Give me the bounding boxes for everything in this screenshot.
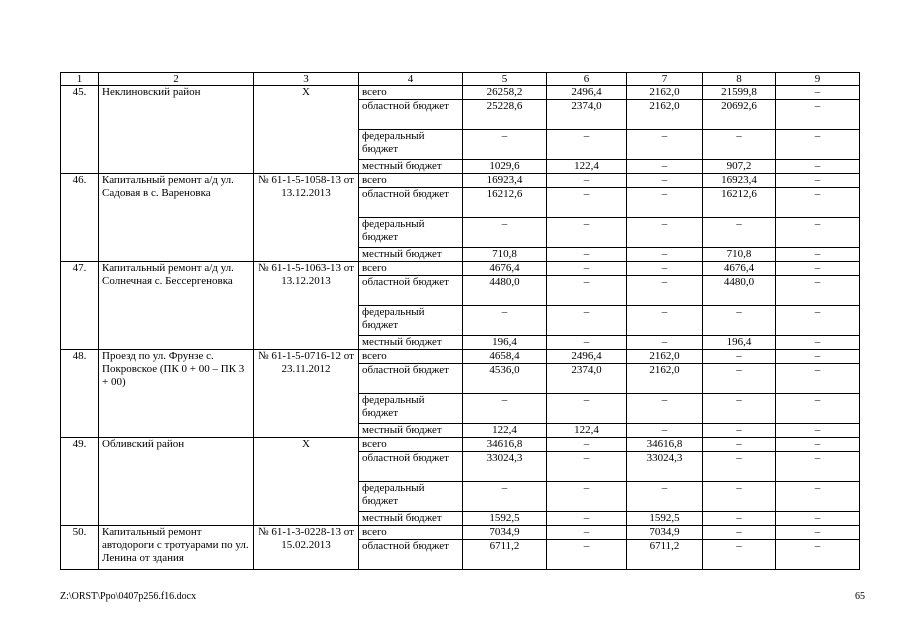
amount-cell: –: [703, 364, 776, 394]
row-number: 50.: [61, 526, 99, 570]
funding-source: всего: [359, 438, 463, 452]
amount-cell: –: [776, 86, 860, 100]
amount-cell: –: [547, 526, 627, 540]
amount-cell: –: [627, 424, 703, 438]
amount-cell: –: [627, 174, 703, 188]
amount-cell: 2162,0: [627, 86, 703, 100]
table-row: [61, 174, 860, 188]
row-number: 48.: [61, 350, 99, 438]
amount-cell: –: [703, 218, 776, 248]
funding-source: местный бюджет: [359, 160, 463, 174]
amount-cell: 196,4: [703, 336, 776, 350]
amount-cell: –: [547, 174, 627, 188]
document-number: № 61-1-3-0228-13 от 15.02.2013: [254, 526, 359, 570]
amount-cell: 2496,4: [547, 86, 627, 100]
amount-cell: 196,4: [463, 336, 547, 350]
amount-cell: –: [703, 452, 776, 482]
funding-source: областной бюджет: [359, 364, 463, 394]
object-name: Проезд по ул. Фрунзе с. Покровское (ПК 0 + 00 – ПК 3 + 00): [99, 350, 254, 438]
amount-cell: –: [703, 130, 776, 160]
amount-cell: 4676,4: [463, 262, 547, 276]
amount-cell: 7034,9: [463, 526, 547, 540]
amount-cell: 2162,0: [627, 364, 703, 394]
amount-cell: –: [776, 160, 860, 174]
amount-cell: –: [703, 526, 776, 540]
amount-cell: –: [776, 276, 860, 306]
amount-cell: –: [463, 394, 547, 424]
amount-cell: –: [627, 336, 703, 350]
amount-cell: –: [627, 248, 703, 262]
funding-source: местный бюджет: [359, 336, 463, 350]
amount-cell: –: [547, 218, 627, 248]
funding-source: всего: [359, 86, 463, 100]
amount-cell: –: [547, 262, 627, 276]
amount-cell: –: [627, 482, 703, 512]
amount-cell: 21599,8: [703, 86, 776, 100]
amount-cell: 6711,2: [463, 540, 547, 570]
amount-cell: 25228,6: [463, 100, 547, 130]
amount-cell: –: [627, 160, 703, 174]
funding-source: всего: [359, 350, 463, 364]
table-row: [61, 350, 860, 364]
amount-cell: –: [463, 218, 547, 248]
amount-cell: 6711,2: [627, 540, 703, 570]
amount-cell: –: [463, 306, 547, 336]
object-name: Неклиновский район: [99, 86, 254, 174]
amount-cell: –: [463, 130, 547, 160]
funding-source: федеральный бюджет: [359, 306, 463, 336]
amount-cell: –: [547, 130, 627, 160]
amount-cell: –: [776, 424, 860, 438]
amount-cell: 16212,6: [703, 188, 776, 218]
amount-cell: –: [547, 452, 627, 482]
header-cell: 9: [776, 73, 860, 86]
document-number: Х: [254, 438, 359, 526]
object-name: Капитальный ремонт автодороги с тротуарами по ул. Ленина от здания: [99, 526, 254, 570]
amount-cell: 122,4: [547, 160, 627, 174]
footer-file-path: Z:\ORST\Ppo\0407p256.f16.docx: [60, 591, 197, 602]
header-cell: 7: [627, 73, 703, 86]
amount-cell: –: [703, 482, 776, 512]
funding-source: всего: [359, 262, 463, 276]
amount-cell: 4480,0: [703, 276, 776, 306]
table-row: [61, 86, 860, 100]
header-cell: 3: [254, 73, 359, 86]
amount-cell: 4536,0: [463, 364, 547, 394]
amount-cell: 122,4: [547, 424, 627, 438]
row-number: 49.: [61, 438, 99, 526]
amount-cell: 33024,3: [627, 452, 703, 482]
budget-table: [60, 72, 860, 570]
table-row: [61, 526, 860, 540]
amount-cell: 710,8: [463, 248, 547, 262]
row-number: 46.: [61, 174, 99, 262]
amount-cell: –: [703, 512, 776, 526]
object-name: Обливский район: [99, 438, 254, 526]
amount-cell: 122,4: [463, 424, 547, 438]
amount-cell: –: [547, 248, 627, 262]
amount-cell: –: [703, 350, 776, 364]
object-name: Капитальный ремонт а/д ул. Солнечная с. Бессергеновка: [99, 262, 254, 350]
amount-cell: –: [703, 394, 776, 424]
amount-cell: 16923,4: [703, 174, 776, 188]
amount-cell: 16923,4: [463, 174, 547, 188]
amount-cell: –: [547, 336, 627, 350]
amount-cell: 1029,6: [463, 160, 547, 174]
funding-source: областной бюджет: [359, 100, 463, 130]
funding-source: областной бюджет: [359, 540, 463, 570]
header-cell: 8: [703, 73, 776, 86]
amount-cell: –: [547, 306, 627, 336]
amount-cell: –: [776, 336, 860, 350]
header-cell: 4: [359, 73, 463, 86]
amount-cell: –: [776, 394, 860, 424]
row-number: 45.: [61, 86, 99, 174]
amount-cell: –: [627, 306, 703, 336]
amount-cell: –: [776, 174, 860, 188]
amount-cell: –: [547, 482, 627, 512]
amount-cell: –: [776, 100, 860, 130]
amount-cell: –: [703, 306, 776, 336]
funding-source: федеральный бюджет: [359, 482, 463, 512]
funding-source: областной бюджет: [359, 276, 463, 306]
amount-cell: –: [776, 350, 860, 364]
amount-cell: 34616,8: [463, 438, 547, 452]
amount-cell: 4658,4: [463, 350, 547, 364]
funding-source: областной бюджет: [359, 452, 463, 482]
amount-cell: –: [703, 424, 776, 438]
amount-cell: –: [627, 276, 703, 306]
document-number: № 61-1-5-1063-13 от 13.12.2013: [254, 262, 359, 350]
amount-cell: –: [627, 394, 703, 424]
amount-cell: 33024,3: [463, 452, 547, 482]
header-cell: 2: [99, 73, 254, 86]
amount-cell: 2496,4: [547, 350, 627, 364]
funding-source: областной бюджет: [359, 188, 463, 218]
amount-cell: 1592,5: [627, 512, 703, 526]
amount-cell: –: [547, 438, 627, 452]
amount-cell: –: [547, 188, 627, 218]
amount-cell: 7034,9: [627, 526, 703, 540]
amount-cell: –: [547, 540, 627, 570]
amount-cell: –: [776, 364, 860, 394]
funding-source: местный бюджет: [359, 512, 463, 526]
amount-cell: –: [776, 526, 860, 540]
amount-cell: –: [776, 248, 860, 262]
amount-cell: 2374,0: [547, 364, 627, 394]
amount-cell: –: [627, 188, 703, 218]
amount-cell: 907,2: [703, 160, 776, 174]
header-cell: 1: [61, 73, 99, 86]
amount-cell: 20692,6: [703, 100, 776, 130]
funding-source: всего: [359, 526, 463, 540]
amount-cell: 4480,0: [463, 276, 547, 306]
header-row: [61, 73, 860, 86]
table-row: [61, 438, 860, 452]
header-cell: 5: [463, 73, 547, 86]
funding-source: федеральный бюджет: [359, 394, 463, 424]
amount-cell: –: [547, 512, 627, 526]
amount-cell: 16212,6: [463, 188, 547, 218]
amount-cell: 4676,4: [703, 262, 776, 276]
document-number: № 61-1-5-1058-13 от 13.12.2013: [254, 174, 359, 262]
amount-cell: –: [776, 540, 860, 570]
amount-cell: 2162,0: [627, 350, 703, 364]
amount-cell: 34616,8: [627, 438, 703, 452]
amount-cell: 1592,5: [463, 512, 547, 526]
header-cell: 6: [547, 73, 627, 86]
amount-cell: 26258,2: [463, 86, 547, 100]
amount-cell: –: [703, 438, 776, 452]
amount-cell: –: [547, 276, 627, 306]
document-number: № 61-1-5-0716-12 от 23.11.2012: [254, 350, 359, 438]
amount-cell: –: [776, 130, 860, 160]
amount-cell: –: [463, 482, 547, 512]
amount-cell: –: [776, 306, 860, 336]
amount-cell: –: [627, 262, 703, 276]
amount-cell: –: [627, 218, 703, 248]
amount-cell: –: [776, 188, 860, 218]
object-name: Капитальный ремонт а/д ул. Садовая в с. Вареновка: [99, 174, 254, 262]
amount-cell: –: [776, 452, 860, 482]
funding-source: федеральный бюджет: [359, 130, 463, 160]
amount-cell: –: [776, 512, 860, 526]
amount-cell: –: [703, 540, 776, 570]
footer-page-number: 65: [855, 591, 865, 602]
amount-cell: –: [776, 262, 860, 276]
amount-cell: –: [776, 218, 860, 248]
amount-cell: –: [776, 482, 860, 512]
table-row: [61, 262, 860, 276]
amount-cell: –: [627, 130, 703, 160]
funding-source: местный бюджет: [359, 424, 463, 438]
funding-source: федеральный бюджет: [359, 218, 463, 248]
funding-source: всего: [359, 174, 463, 188]
amount-cell: –: [776, 438, 860, 452]
amount-cell: 2162,0: [627, 100, 703, 130]
row-number: 47.: [61, 262, 99, 350]
amount-cell: –: [547, 394, 627, 424]
amount-cell: 710,8: [703, 248, 776, 262]
funding-source: местный бюджет: [359, 248, 463, 262]
amount-cell: 2374,0: [547, 100, 627, 130]
document-number: Х: [254, 86, 359, 174]
